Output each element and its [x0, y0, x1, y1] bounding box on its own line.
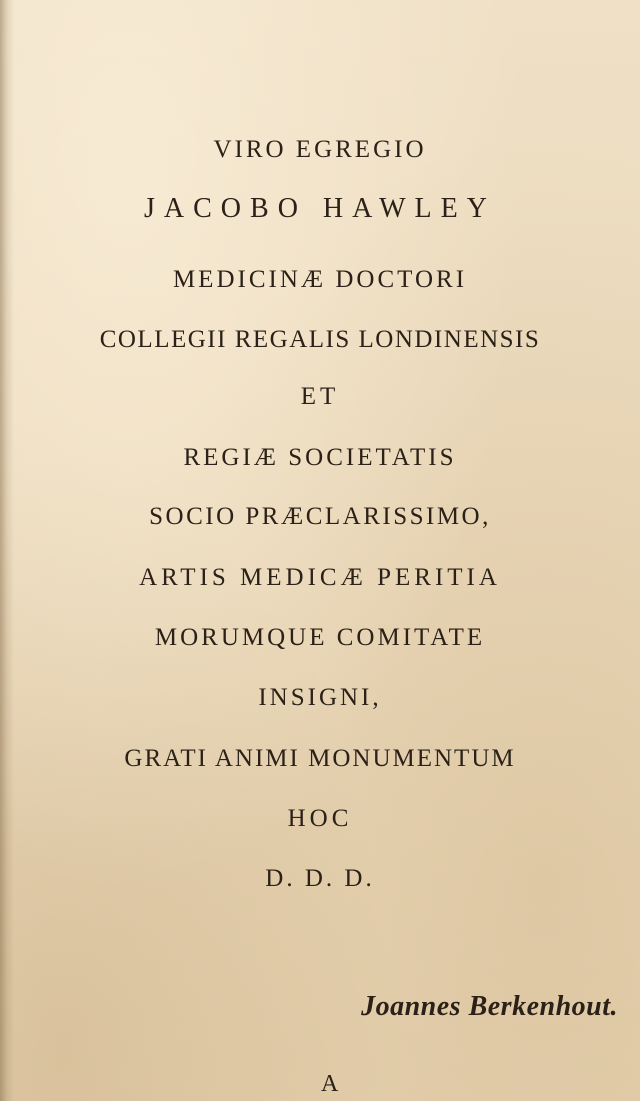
dedication-line-societatis: REGIÆ SOCIETATIS — [183, 444, 457, 471]
dedication-line-et: ET — [300, 383, 340, 410]
dedication-line-artis: ARTIS MEDICÆ PERITIA — [139, 564, 501, 591]
dedication-line-morumque: MORUMQUE COMITATE — [154, 624, 486, 651]
dedication-line-ddd: D. D. D. — [265, 865, 375, 892]
dedication-line-viro-egregio: VIRO EGREGIO — [213, 136, 427, 163]
dedication-line-hoc: HOC — [287, 805, 353, 832]
page-edge-shadow — [0, 0, 14, 1101]
author-signature: Joannes Berkenhout. — [361, 991, 618, 1022]
dedication-line-doctori: MEDICINÆ DOCTORI — [172, 266, 468, 293]
signature-mark: A — [321, 1071, 339, 1097]
dedication-line-insigni: INSIGNI, — [258, 684, 382, 711]
dedication-line-collegii: COLLEGII REGALIS LONDINENSIS — [99, 326, 541, 353]
dedication-line-socio: SOCIO PRÆCLARISSIMO, — [149, 503, 491, 530]
dedication-line-monumentum: GRATI ANIMI MONUMENTUM — [124, 745, 516, 772]
dedication-line-name: JACOBO HAWLEY — [144, 193, 496, 224]
